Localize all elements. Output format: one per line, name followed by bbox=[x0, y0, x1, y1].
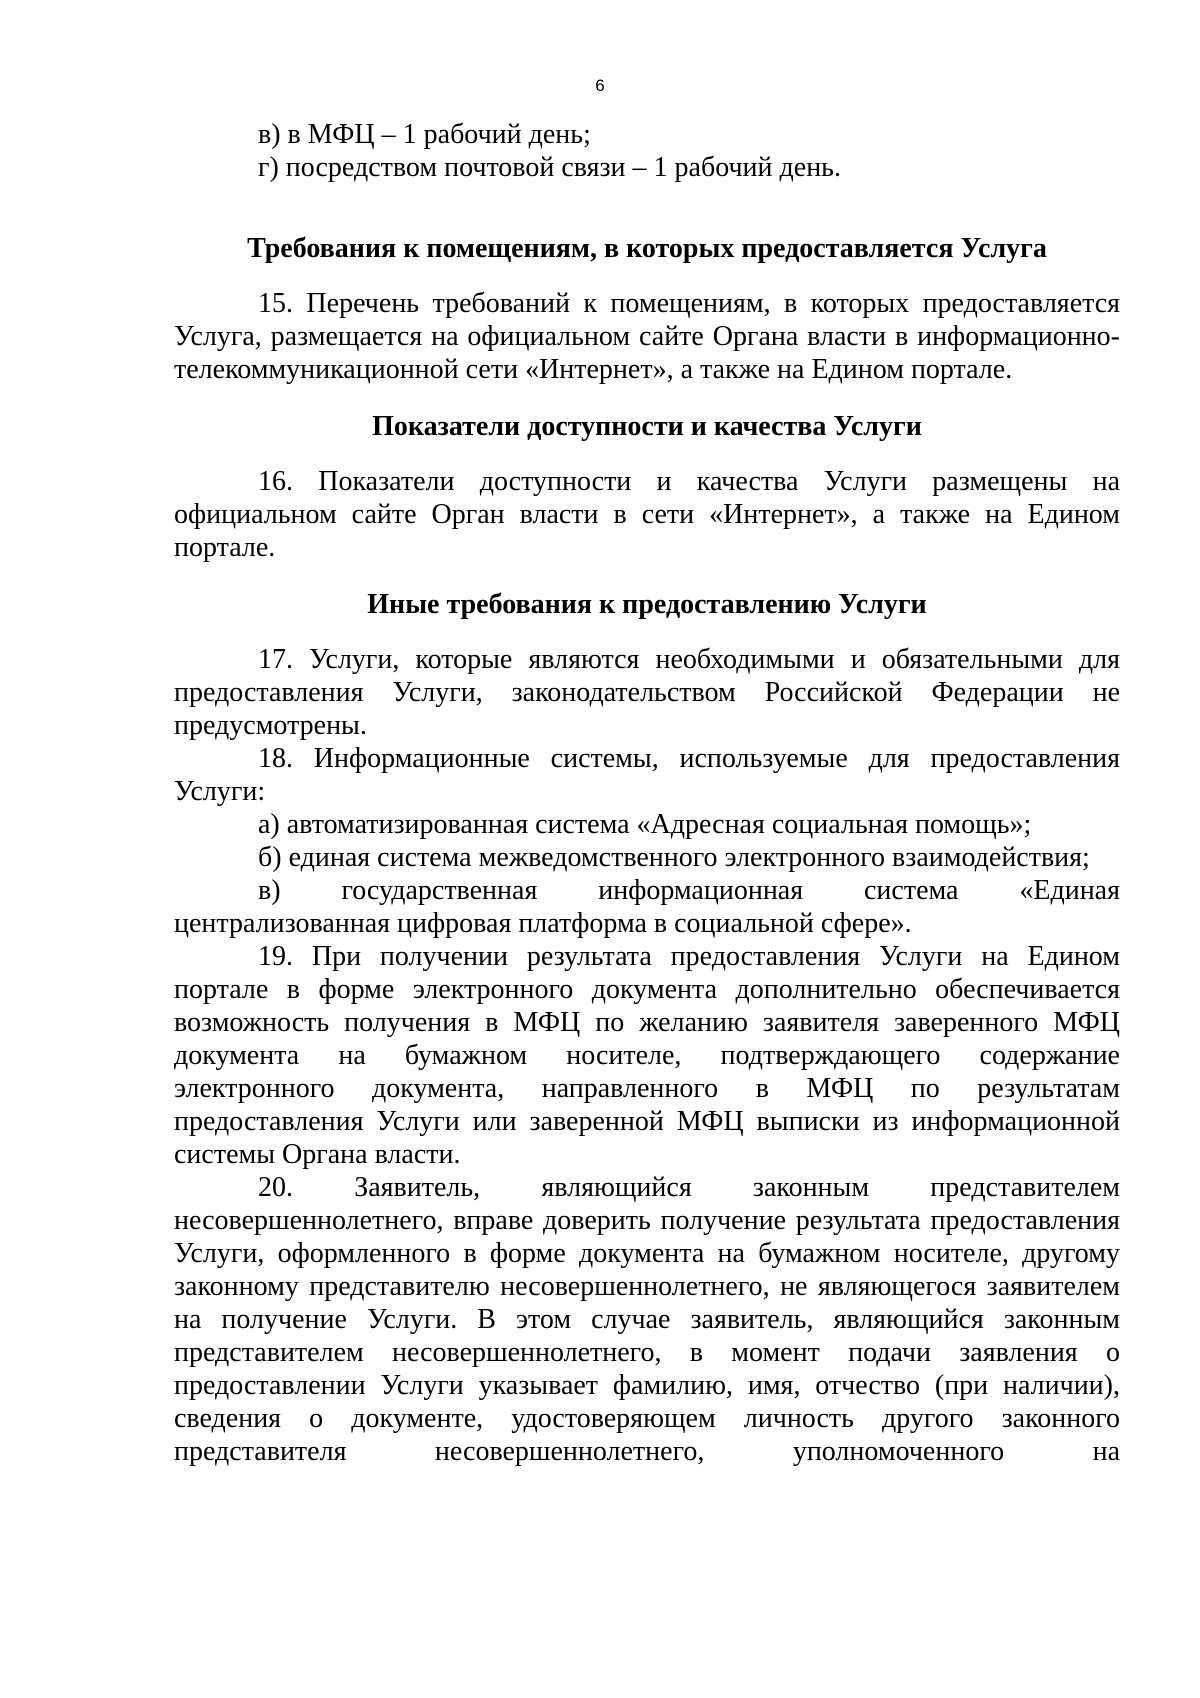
paragraph-19: 19. При получении результата предоставления Услуги на Едином портале в форме электронного документа дополнительно обеспечивается возможность получения в МФЦ по желанию заявителя заверенного МФЦ документа на бумажном носителе, подтверждающего содержание электронного документа, направленного в МФЦ по результатам предоставления Услуги или заверенной МФЦ выписки из информационной системы Органа власти. bbox=[174, 941, 1120, 1170]
heading-other-requirements: Иные требования к предоставлению Услуги bbox=[367, 589, 927, 620]
line-item-g: г) посредством почтовой связи – 1 рабочий день. bbox=[258, 152, 841, 183]
paragraph-18-b: б) единая система межведомственного электронного взаимодействия; bbox=[258, 842, 1090, 873]
heading-premises-requirements: Требования к помещениям, в которых предоставляется Услуга bbox=[247, 233, 1047, 264]
page-number: 6 bbox=[595, 76, 605, 95]
paragraph-15: 15. Перечень требований к помещениям, в которых предоставляется Услуга, размещается на официальном сайте Органа власти в информационно-телекоммуникационной сети «Интернет», а также на Едином портале. bbox=[174, 288, 1120, 385]
paragraph-17: 17. Услуги, которые являются необходимыми и обязательными для предоставления Услуги, законодательством Российской Федерации не предусмотрены. bbox=[174, 644, 1120, 741]
line-item-v: в) в МФЦ – 1 рабочий день; bbox=[258, 119, 591, 150]
paragraph-18: 18. Информационные системы, используемые для предоставления Услуги: bbox=[174, 743, 1120, 807]
paragraph-18-a: а) автоматизированная система «Адресная социальная помощь»; bbox=[258, 809, 1032, 840]
document-body bbox=[174, 118, 1120, 1468]
paragraph-18-v: в) государственная информационная система «Единая централизованная цифровая платформа в социальной сфере». bbox=[174, 875, 1120, 939]
paragraph-16: 16. Показатели доступности и качества Услуги размещены на официальном сайте Орган власти в сети «Интернет», а также на Едином портале. bbox=[174, 466, 1120, 563]
heading-accessibility-indicators: Показатели доступности и качества Услуги bbox=[372, 411, 922, 442]
paragraph-20: 20. Заявитель, являющийся законным представителем несовершеннолетнего, вправе доверить получение результата предоставления Услуги, оформленного в форме документа на бумажном носителе, другому законному представителю несовершеннолетнего, не являющегося заявителем на получение Услуги. В этом случае заявитель, являющийся законным представителем несовершеннолетнего, в момент подачи заявления о предоставлении Услуги указывает фамилию, имя, отчество (при наличии), сведения о документе, удостоверяющем личность другого законного представителя несовершеннолетнего, уполномоченного на bbox=[174, 1172, 1120, 1467]
